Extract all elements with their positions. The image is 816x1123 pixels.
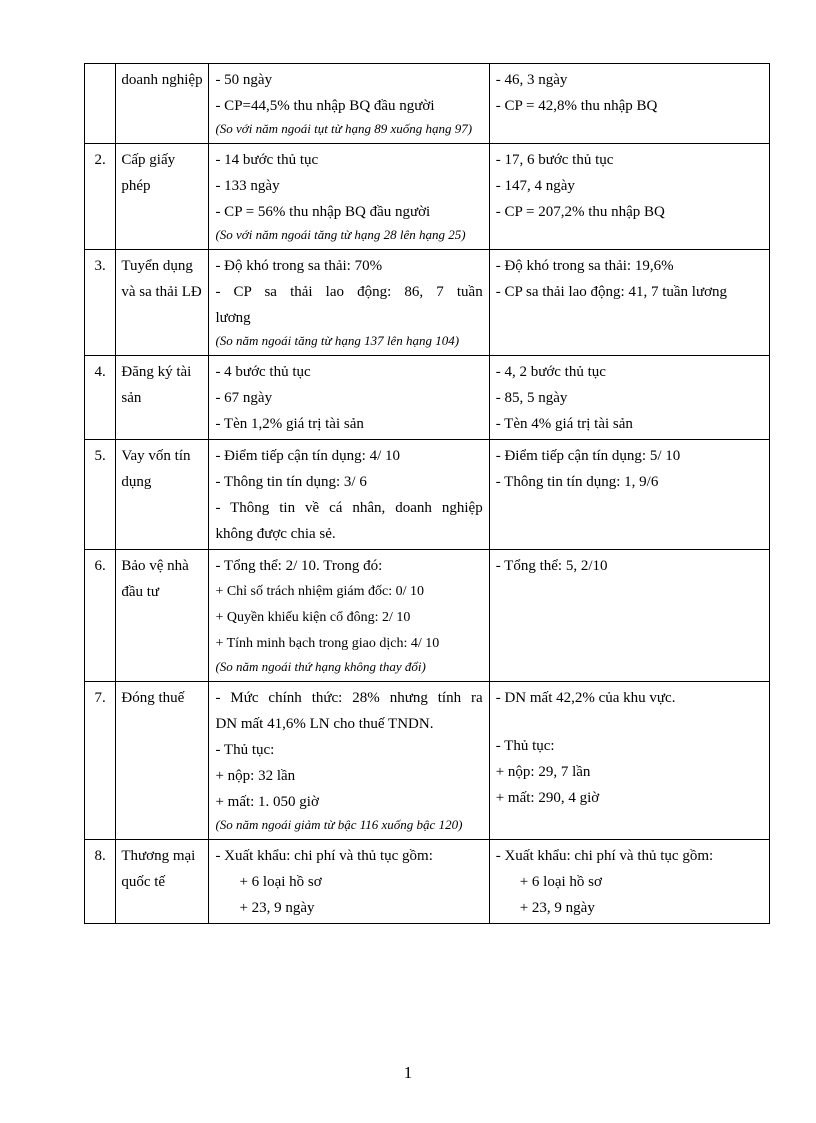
cell-line: - CP = 42,8% thu nhập BQ [495,98,658,114]
row-indicator: Cấp giấy phép [116,144,209,250]
cell-line: - 133 ngày [215,178,280,194]
cell-line: - Thông tin tín dụng: 3/ 6 [215,474,367,490]
cell-line: + mất: 1. 050 giờ [215,794,319,810]
cell-line: - CP = 56% thu nhập BQ đầu người [215,204,431,220]
cell-note: (So với năm ngoái tụt từ hạng 89 xuống hạng 97) [215,121,473,136]
cell-line: - Tèn 1,2% giá trị tài sản [215,416,364,432]
cell-region [489,250,769,356]
cell-line: - Điểm tiếp cận tín dụng: 5/ 10 [495,448,681,464]
row-indicator: Vay vốn tín dụng [116,440,209,550]
cell-line: + Chỉ số trách nhiệm giám đốc: 0/ 10 [215,584,424,599]
cell-line: - Tèn 4% giá trị tài sản [495,416,633,432]
cell-region [489,356,769,440]
cell-vietnam [209,440,489,550]
cell-line: - CP sa thải lao động: 86, 7 tuần [215,284,483,300]
cell-line: - Tổng thể: 2/ 10. Trong đó: [215,558,383,574]
page-number: 1 [403,1063,413,1082]
row-indicator: doanh nghiệp [116,64,209,144]
cell-line: - Mức chính thức: 28% nhưng tính ra [215,690,483,706]
row-number: 7. [85,682,116,840]
cell-line: - 46, 3 ngày [495,72,568,88]
cell-region [489,840,769,924]
table-row [85,356,770,440]
cell-line: - Độ khó trong sa thải: 70% [215,258,383,274]
cell-vietnam [209,682,489,840]
cell-line: - 4, 2 bước thủ tục [495,364,606,380]
cell-vietnam [209,550,489,682]
cell-region [489,144,769,250]
cell-vietnam [209,356,489,440]
row-number: 3. [85,250,116,356]
table-row [85,144,770,250]
cell-line: - 50 ngày [215,72,273,88]
cell-note: (So với năm ngoái tăng từ hạng 28 lên hạng 25) [215,227,466,242]
cell-note: (So năm ngoái thứ hạng không thay đổi) [215,659,426,674]
cell-line: - 17, 6 bước thủ tục [495,152,614,168]
row-indicator: Đăng ký tài sản [116,356,209,440]
cell-line: + 6 loại hồ sơ [519,874,602,890]
cell-line: - Tổng thể: 5, 2/10 [495,558,608,574]
cell-line: - Thủ tục: [495,738,555,754]
cell-line: không được chia sẻ. [215,526,336,542]
cell-line: - Xuất khẩu: chi phí và thủ tục gồm: [215,848,433,864]
row-number: 4. [85,356,116,440]
cell-vietnam [209,250,489,356]
cell-note: (So năm ngoái giảm từ bậc 116 xuống bậc 120) [215,817,463,832]
row-number [85,64,116,144]
table-row [85,440,770,550]
cell-line: - CP = 207,2% thu nhập BQ [495,204,665,220]
row-number: 5. [85,440,116,550]
cell-line: + nộp: 32 lần [215,768,296,784]
cell-line: lương [215,310,251,326]
cell-line: + 23, 9 ngày [239,900,315,916]
cell-line: - 147, 4 ngày [495,178,575,194]
cell-region [489,682,769,840]
cell-region [489,550,769,682]
cell-line: - 14 bước thủ tục [215,152,319,168]
row-indicator: Thương mại quốc tế [116,840,209,924]
row-number: 6. [85,550,116,682]
cell-line: + 6 loại hồ sơ [239,874,322,890]
cell-line: - CP=44,5% thu nhập BQ đầu người [215,98,435,114]
cell-line: - Thủ tục: [215,742,275,758]
indicator-table [84,63,770,924]
cell-line: - Xuất khẩu: chi phí và thủ tục gồm: [495,848,714,864]
cell-line: - Thông tin tín dụng: 1, 9/6 [495,474,659,490]
cell-line: - 4 bước thủ tục [215,364,311,380]
table-row [85,250,770,356]
cell-line: - Điểm tiếp cận tín dụng: 4/ 10 [215,448,400,464]
row-indicator: Bảo vệ nhà đầu tư [116,550,209,682]
row-number: 2. [85,144,116,250]
cell-line: - Độ khó trong sa thải: 19,6% [495,258,674,274]
cell-line: - Thông tin về cá nhân, doanh nghiệp [215,500,483,516]
cell-region [489,64,769,144]
cell-line: + nộp: 29, 7 lần [495,764,591,780]
table-row [85,64,770,144]
cell-line: + 23, 9 ngày [519,900,595,916]
cell-line: - DN mất 42,2% của khu vực. [495,690,676,706]
cell-vietnam [209,840,489,924]
cell-region [489,440,769,550]
table-row [85,682,770,840]
table-row [85,550,770,682]
row-number: 8. [85,840,116,924]
cell-line: + Quyền khiếu kiện cổ đông: 2/ 10 [215,610,411,625]
cell-line: - 67 ngày [215,390,273,406]
cell-vietnam [209,64,489,144]
cell-line: - 85, 5 ngày [495,390,568,406]
cell-line: DN mất 41,6% LN cho thuế TNDN. [215,716,434,732]
cell-line: - CP sa thải lao động: 41, 7 tuần lương [495,284,728,300]
cell-note: (So năm ngoái tăng từ hạng 137 lên hạng 104) [215,333,460,348]
row-indicator: Tuyển dụng và sa thải LĐ [116,250,209,356]
cell-line: + Tính minh bạch trong giao dịch: 4/ 10 [215,636,440,651]
cell-line: + mất: 290, 4 giờ [495,790,600,806]
row-indicator: Đóng thuế [116,682,209,840]
table-row [85,840,770,924]
cell-vietnam [209,144,489,250]
